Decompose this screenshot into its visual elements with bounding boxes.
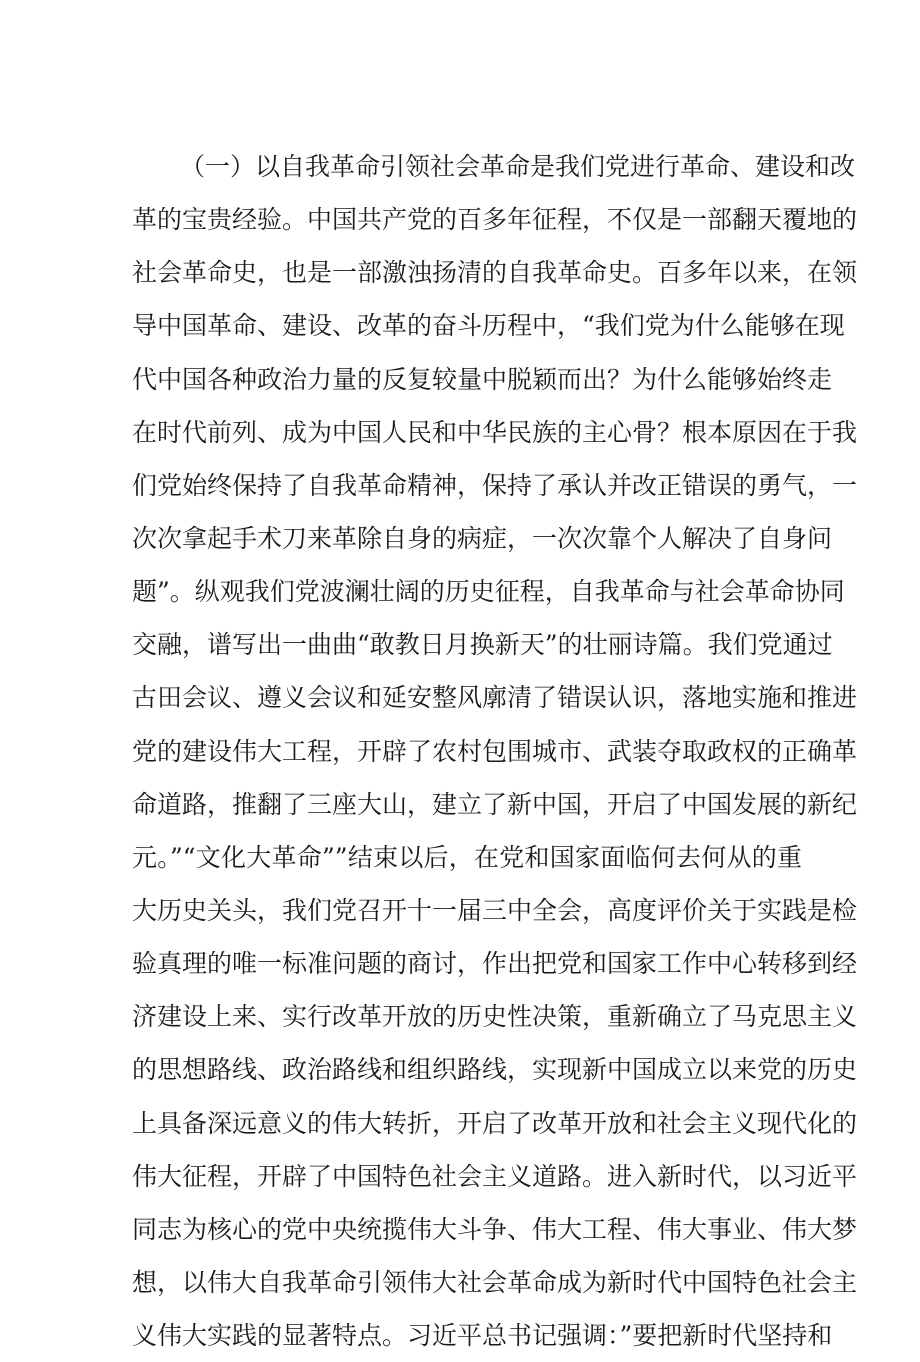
paragraph-line: 代中国各种政治力量的反复较量中脱颖而出？为什么能够始终走	[132, 364, 833, 394]
paragraph-line: 导中国革命、建设、改革的奋斗历程中，“我们党为什么能够在现	[132, 311, 845, 341]
paragraph-line: 社会革命史，也是一部激浊扬清的自我革命史。百多年以来，在领	[132, 258, 858, 288]
paragraph-line: （一）以自我革命引领社会革命是我们党进行革命、建设和改	[180, 152, 856, 181]
body-paragraph	[132, 140, 858, 1362]
paragraph-line: 大历史关头，我们党召开十一届三中全会，高度评价关于实践是检	[132, 895, 858, 925]
paragraph-line: 交融，谱写出一曲曲“敢教日月换新天”的壮丽诗篇。我们党通过	[132, 630, 833, 660]
paragraph-line: 义伟大实践的显著特点。习近平总书记强调：”要把新时代坚持和	[132, 1321, 833, 1351]
paragraph-line: 们党始终保持了自我革命精神，保持了承认并改正错误的勇气，一	[132, 470, 858, 500]
paragraph-line: 验真理的唯一标准问题的商讨，作出把党和国家工作中心转移到经	[132, 949, 858, 979]
paragraph-line: 次次拿起手术刀来革除自身的病症，一次次靠个人解决了自身问	[132, 523, 833, 553]
paragraph-line: 在时代前列、成为中国人民和中华民族的主心骨？根本原因在于我	[132, 417, 858, 447]
paragraph-line: 命道路，推翻了三座大山，建立了新中国，开启了中国发展的新纪	[132, 789, 858, 819]
paragraph-line: 革的宝贵经验。中国共产党的百多年征程，不仅是一部翻天覆地的	[132, 205, 858, 235]
paragraph-line: 古田会议、遵义会议和延安整风廓清了错误认识，落地实施和推进	[132, 683, 858, 713]
paragraph-line: 上具备深远意义的伟大转折，开启了改革开放和社会主义现代化的	[132, 1108, 858, 1138]
paragraph-line: 想，以伟大自我革命引领伟大社会革命成为新时代中国特色社会主	[132, 1267, 858, 1297]
paragraph-line: 同志为核心的党中央统揽伟大斗争、伟大工程、伟大事业、伟大梦	[132, 1214, 858, 1244]
paragraph-line: 元。”“文化大革命””结束以后，在党和国家面临何去何从的重	[132, 842, 802, 872]
paragraph-line: 党的建设伟大工程，开辟了农村包围城市、武装夺取政权的正确革	[132, 736, 858, 766]
paragraph-line: 的思想路线、政治路线和组织路线，实现新中国成立以来党的历史	[132, 1055, 858, 1085]
paragraph-line: 济建设上来、实行改革开放的历史性决策，重新确立了马克思主义	[132, 1002, 858, 1032]
paragraph-line: 伟大征程，开辟了中国特色社会主义道路。进入新时代，以习近平	[132, 1161, 858, 1191]
paragraph-line: 题”。纵观我们党波澜壮阔的历史征程，自我革命与社会革命协同	[132, 577, 845, 607]
